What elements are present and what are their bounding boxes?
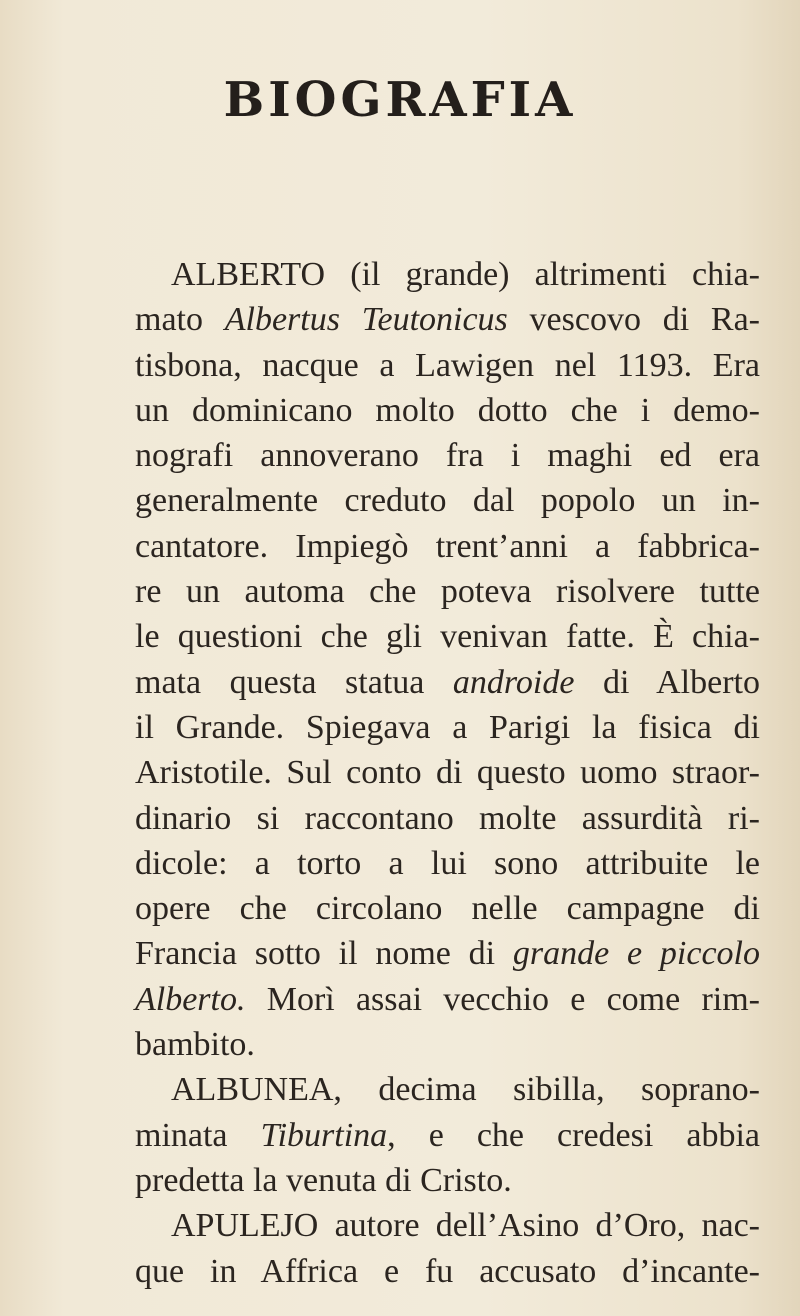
text-line: opere che circolano nelle campagne di: [135, 890, 760, 928]
text-line: Alberto. Morì assai vecchio e come rim-: [135, 980, 760, 1018]
text-line: re un automa che poteva risolvere tutte: [135, 573, 760, 611]
text-line: APULEJO autore dell’Asino d’Oro, nac-: [171, 1207, 760, 1245]
text-line: Francia sotto il nome di grande e piccolo: [135, 935, 760, 973]
text-line: dinario si raccontano molte assurdità ri-: [135, 799, 760, 837]
text-line: le questioni che gli venivan fatte. È chia-: [135, 618, 760, 656]
text-line: nografi annoverano fra i maghi ed era: [135, 437, 760, 475]
text-line: cantatore. Impiegò trent’anni a fabbrica-: [135, 527, 760, 565]
text-line: dicole: a torto a lui sono attribuite le: [135, 844, 760, 882]
text-line: mato Albertus Teutonicus vescovo di Ra-: [135, 301, 760, 339]
text-line: tisbona, nacque a Lawigen nel 1193. Era: [135, 346, 760, 384]
text-line: minata Tiburtina, e che credesi abbia: [135, 1116, 760, 1154]
body-text: [135, 252, 760, 1294]
entry-albunea: [135, 1067, 760, 1203]
text-line: generalmente creduto dal popolo un in-: [135, 482, 760, 520]
page-heading: BIOGRAFIA: [223, 72, 577, 128]
text-line: Aristotile. Sul conto di questo uomo straor-: [135, 754, 760, 792]
entry-alberto: [135, 252, 760, 1067]
entry-apulejo: [135, 1203, 760, 1294]
text-line: un dominicano molto dotto che i demo-: [135, 391, 760, 429]
text-line: ALBERTO (il grande) altrimenti chia-: [171, 256, 760, 293]
text-line: que in Affrica e fu accusato d’incante-: [135, 1252, 760, 1290]
text-line: mata questa statua androide di Alberto: [135, 663, 760, 701]
text-line: ALBUNEA, decima sibilla, soprano-: [171, 1071, 760, 1109]
text-line: bambito.: [135, 1026, 255, 1064]
text-line: predetta la venuta di Cristo.: [135, 1161, 512, 1199]
text-line: il Grande. Spiegava a Parigi la fisica di: [135, 708, 760, 746]
